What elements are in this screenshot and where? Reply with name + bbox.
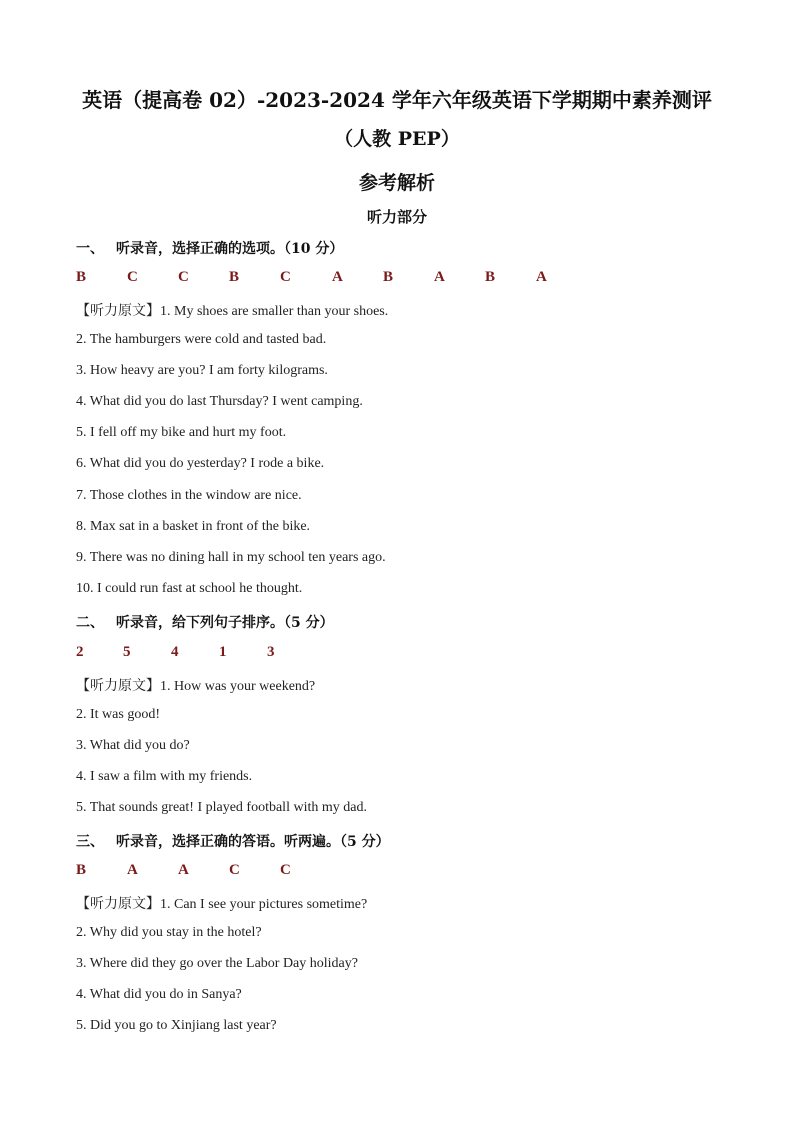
transcript-line: 5. I fell off my bike and hurt my foot. — [76, 425, 287, 440]
answer-item: A — [127, 862, 138, 878]
transcript-line: 9. There was no dining hall in my school ten years ago. — [76, 550, 386, 565]
section-2-heading — [76, 612, 334, 632]
answer-item: B — [229, 269, 240, 285]
transcript-line: 5. That sounds great! I played football with my dad. — [76, 800, 367, 815]
transcript-line: 7. Those clothes in the window are nice. — [76, 488, 302, 503]
answer-item: A — [178, 862, 189, 878]
transcript-line: 3. Where did they go over the Labor Day holiday? — [76, 956, 358, 971]
section-1-heading — [76, 238, 343, 258]
transcript-line — [76, 893, 367, 913]
answer-item: C — [280, 862, 291, 878]
transcript-line: 3. What did you do? — [76, 738, 190, 753]
answer-item: B — [76, 269, 87, 285]
answer-item: C — [280, 269, 291, 285]
transcript-line: 3. How heavy are you? I am forty kilograms. — [76, 363, 328, 378]
answer-item: 4 — [171, 644, 179, 660]
transcript-tag: 【听力原文】 — [76, 678, 160, 694]
answer-item: B — [485, 269, 496, 285]
answer-item: 1 — [219, 644, 227, 660]
transcript-text: 1. How was your weekend? — [160, 679, 316, 694]
transcript-line: 10. I could run fast at school he thought. — [76, 581, 303, 596]
section-2-answers — [76, 644, 716, 664]
answer-item: A — [332, 269, 343, 285]
transcript-tag: 【听力原文】 — [76, 896, 160, 912]
answer-item: 2 — [76, 644, 84, 660]
answer-item: C — [178, 269, 189, 285]
answer-item: B — [76, 862, 87, 878]
answer-item: A — [536, 269, 547, 285]
transcript-tag: 【听力原文】 — [76, 303, 160, 319]
transcript-line — [76, 675, 315, 695]
section-2-number: 二、 — [76, 615, 104, 631]
section-3-number: 三、 — [76, 834, 104, 850]
section-1-title: 听录音，选择正确的选项。（10 分） — [116, 241, 344, 257]
transcript-line: 6. What did you do yesterday? I rode a bike. — [76, 456, 325, 471]
transcript-text: 1. My shoes are smaller than your shoes. — [160, 304, 389, 319]
transcript-line: 4. What did you do in Sanya? — [76, 987, 242, 1002]
transcript-line: 2. It was good! — [76, 707, 160, 722]
section-3-heading — [76, 831, 390, 851]
transcript-text: 1. Can I see your pictures sometime? — [160, 897, 368, 912]
answer-item: 3 — [267, 644, 275, 660]
section-1-answers — [76, 269, 716, 289]
page-title: 英语（提高卷 02）-2023-2024 学年六年级英语下学期期中素养测评 — [82, 88, 712, 112]
transcript-line: 8. Max sat in a basket in front of the bike. — [76, 519, 311, 534]
answer-item: 5 — [123, 644, 131, 660]
section-1-number: 一、 — [76, 241, 104, 257]
section-2-title: 听录音，给下列句子排序。（5 分） — [116, 615, 334, 631]
page-title-line2: （人教 PEP） — [334, 128, 460, 150]
transcript-line: 2. Why did you stay in the hotel? — [76, 925, 262, 940]
transcript-line — [76, 300, 388, 320]
transcript-line: 4. I saw a film with my friends. — [76, 769, 253, 784]
transcript-line: 5. Did you go to Xinjiang last year? — [76, 1018, 277, 1033]
answer-item: C — [229, 862, 240, 878]
section-3-title: 听录音，选择正确的答语。听两遍。（5 分） — [116, 834, 390, 850]
page-subtitle: 参考解析 — [358, 172, 435, 194]
section-3-answers — [76, 862, 716, 882]
transcript-line: 2. The hamburgers were cold and tasted bad. — [76, 332, 327, 347]
part-label: 听力部分 — [366, 208, 427, 226]
answer-item: C — [127, 269, 138, 285]
answer-item: B — [383, 269, 394, 285]
answer-item: A — [434, 269, 445, 285]
transcript-line: 4. What did you do last Thursday? I went camping. — [76, 394, 363, 409]
